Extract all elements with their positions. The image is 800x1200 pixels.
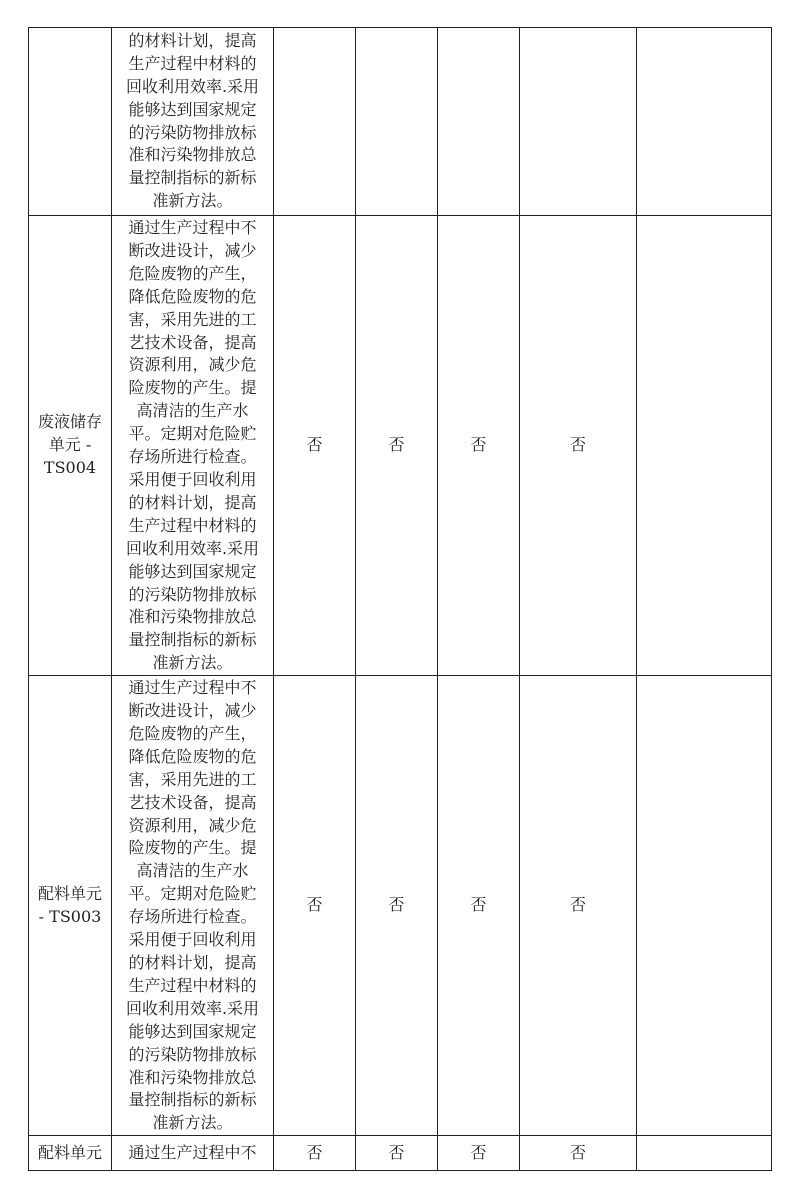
unit-cell <box>29 216 112 676</box>
value-cell: 否 <box>356 676 438 1136</box>
value-cell: 否 <box>520 216 637 676</box>
measure-line: 平。定期对危险贮 <box>128 884 257 904</box>
measure-line: 准和污染物排放总 <box>128 607 257 627</box>
measure-line: 准新方法。 <box>152 191 233 211</box>
measure-line: 准和污染物排放总 <box>128 1067 257 1087</box>
measure-line: 回收利用效率.采用 <box>125 538 260 558</box>
note-cell <box>637 216 772 676</box>
hazardous-waste-table <box>28 27 772 1171</box>
value-cell <box>356 28 438 216</box>
measure-line: 能够达到国家规定 <box>128 561 257 581</box>
measure-line: 高清洁的生产水 <box>136 401 249 421</box>
note-cell <box>637 676 772 1136</box>
value-cell: 否 <box>274 1136 356 1171</box>
table-row <box>29 676 772 1136</box>
measure-line: 断改进设计，减少 <box>128 701 257 721</box>
value-cell: 否 <box>274 676 356 1136</box>
measure-line: 存场所进行检查。 <box>128 907 257 927</box>
measure-line: 通过生产过程中不 <box>128 218 257 237</box>
value-cell <box>520 28 637 216</box>
measure-line: 艺技术设备，提高 <box>128 792 257 812</box>
measure-line: 生产过程中材料的 <box>128 975 257 995</box>
unit-cell <box>29 1136 112 1171</box>
measure-line: 采用便于回收利用 <box>128 930 257 950</box>
measure-line: 危险废物的产生， <box>128 723 257 743</box>
measure-line: 险废物的产生。提 <box>128 378 257 398</box>
measure-line: 害，采用先进的工 <box>128 769 257 789</box>
unit-line: 配料单元 <box>37 1142 102 1162</box>
measure-line: 的材料计划，提高 <box>128 953 257 972</box>
measure-line: 量控制指标的新标 <box>128 168 257 188</box>
measure-line: 准新方法。 <box>152 1113 233 1133</box>
measure-line: 降低危险废物的危 <box>128 286 257 306</box>
unit-line: - TS003 <box>38 906 102 926</box>
measure-line: 降低危险废物的危 <box>128 746 257 766</box>
measure-line: 的污染防物排放标 <box>128 584 257 604</box>
unit-line: 废液储存 <box>37 412 102 432</box>
measure-line: 回收利用效率.采用 <box>125 76 260 96</box>
measure-line: 艺技术设备，提高 <box>128 332 257 352</box>
measure-line: 存场所进行检查。 <box>128 447 257 467</box>
value-cell: 否 <box>356 1136 438 1171</box>
value-cell <box>438 28 520 216</box>
measure-line: 资源利用，减少危 <box>128 355 257 375</box>
value-cell <box>274 28 356 216</box>
unit-cell <box>29 676 112 1136</box>
value-cell: 否 <box>520 1136 637 1171</box>
note-cell <box>637 28 772 216</box>
unit-line: TS004 <box>43 458 97 478</box>
measure-line: 量控制指标的新标 <box>128 1090 257 1110</box>
measure-line: 能够达到国家规定 <box>128 1021 257 1041</box>
measure-line: 能够达到国家规定 <box>128 99 257 119</box>
measure-line: 量控制指标的新标 <box>128 630 257 650</box>
value-cell: 否 <box>520 676 637 1136</box>
measure-line: 的污染防物排放标 <box>128 1044 257 1064</box>
measure-line: 回收利用效率.采用 <box>125 998 260 1018</box>
measure-line: 生产过程中材料的 <box>128 515 257 535</box>
value-cell: 否 <box>438 216 520 676</box>
measure-line: 险废物的产生。提 <box>128 838 257 858</box>
unit-line: 单元 - <box>48 435 92 455</box>
measure-cell <box>112 676 274 1136</box>
unit-line: 配料单元 <box>37 883 102 903</box>
measure-line: 平。定期对危险贮 <box>128 424 257 444</box>
measure-line: 断改进设计，减少 <box>128 240 257 260</box>
measure-line: 采用便于回收利用 <box>128 469 257 489</box>
unit-cell <box>29 28 112 216</box>
note-cell <box>637 1136 772 1171</box>
measure-line: 害，采用先进的工 <box>128 309 257 329</box>
measure-line: 的材料计划，提高 <box>128 492 257 512</box>
measure-cell <box>112 28 274 216</box>
measure-line: 资源利用，减少危 <box>128 815 257 835</box>
measure-line: 通过生产过程中不 <box>128 1142 257 1162</box>
table-row <box>29 1136 772 1171</box>
measure-line: 危险废物的产生， <box>128 263 257 283</box>
value-cell: 否 <box>356 216 438 676</box>
measure-cell <box>112 1136 274 1171</box>
measure-line: 的材料计划，提高 <box>128 30 257 50</box>
measure-cell <box>112 216 274 676</box>
measure-line: 准新方法。 <box>152 653 233 673</box>
measure-line: 准和污染物排放总 <box>128 145 257 165</box>
measure-line: 通过生产过程中不 <box>128 678 257 698</box>
value-cell: 否 <box>438 1136 520 1171</box>
measure-line: 的污染防物排放标 <box>128 122 257 142</box>
measure-line: 生产过程中材料的 <box>128 53 257 73</box>
value-cell: 否 <box>438 676 520 1136</box>
value-cell: 否 <box>274 216 356 676</box>
table-row <box>29 216 772 676</box>
table-row <box>29 28 772 216</box>
measure-line: 高清洁的生产水 <box>136 861 249 881</box>
